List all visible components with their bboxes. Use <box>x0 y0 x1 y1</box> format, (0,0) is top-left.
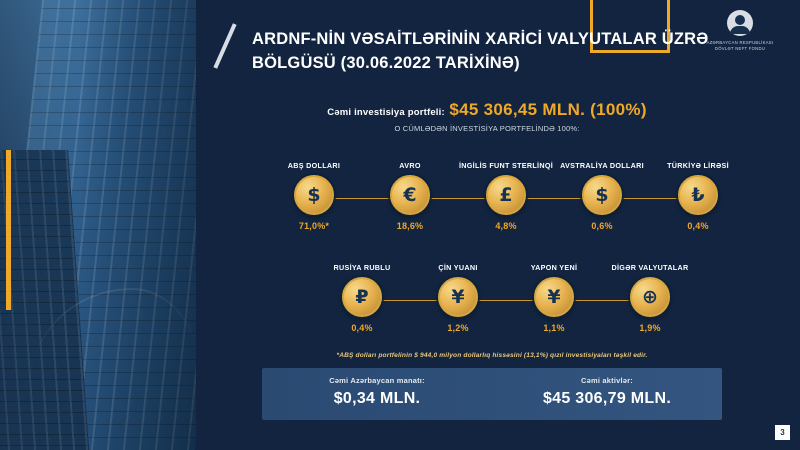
currency-percent: 71,0%* <box>298 221 330 231</box>
currency-percent: 0,4% <box>351 323 373 333</box>
logo-mark-icon <box>727 10 753 36</box>
currency-percent: 1,9% <box>639 323 661 333</box>
coin-icon-aud: $ <box>582 175 622 215</box>
summary-panel <box>262 368 722 420</box>
currency-name: AVRO <box>399 161 421 170</box>
slash-decoration <box>213 23 236 68</box>
coin-icon-gbp: £ <box>486 175 526 215</box>
accent-bar <box>6 150 11 310</box>
summary-cell-manat <box>262 368 492 420</box>
coin-icon-rub: ₽ <box>342 277 382 317</box>
currency-name: DİGƏR VALYUTALAR <box>611 263 689 272</box>
currency-name: İNGİLİS FUNT STERLİNQİ <box>458 161 554 170</box>
summary-cell-total-assets <box>492 368 722 420</box>
currency-percent: 18,6% <box>396 221 424 231</box>
currency-name: ABŞ DOLLARI <box>287 161 341 170</box>
footnote: *ABŞ dolları portfelinin $ 944,0 milyon dollarlıq hissəsini (13,1%) qızıl investisiyaları təşkil edir. <box>336 352 648 359</box>
globe-icon-other-currencies: ⊕ <box>630 277 670 317</box>
total-portfolio-row <box>252 100 722 120</box>
summary-manat-value: $0,34 MLN. <box>333 390 421 407</box>
currency-name: TÜRKİYƏ LİRƏSİ <box>667 161 729 170</box>
currency-name: AVSTRALİYA DOLLARI <box>560 161 644 170</box>
currency-name: RUSİYA RUBLU <box>333 263 391 272</box>
summary-assets-value: $45 306,79 MLN. <box>542 390 672 407</box>
total-portfolio-value: $45 306,45 MLN. (100%) <box>449 100 647 119</box>
total-portfolio-subnote: O CÜMLƏDƏN İNVESTİSİYA PORTFELİNDƏ 100%: <box>394 124 580 133</box>
summary-assets-caption: Cəmi aktivlər: <box>581 376 633 385</box>
currency-item-cny <box>410 252 506 333</box>
currency-percent: 1,1% <box>543 323 565 333</box>
currency-name: YAPON YENİ <box>530 263 578 272</box>
currency-percent: 1,2% <box>447 323 469 333</box>
currency-percent: 0,6% <box>591 221 613 231</box>
currency-item-rub <box>314 252 410 333</box>
coin-icon-try: ₺ <box>678 175 718 215</box>
page-title: ARDNF-NİN VƏSAİTLƏRİNİN XARİCİ VALYUTALAR ÜZRƏ BÖLGÜSÜ (30.06.2022 TARİXİNƏ) <box>252 30 709 72</box>
coin-icon-jpy: ¥ <box>534 277 574 317</box>
building-photo <box>0 0 196 450</box>
currency-item-gbp <box>458 150 554 231</box>
coin-icon-eur: € <box>390 175 430 215</box>
page-number: 3 <box>775 425 790 440</box>
currency-item-try <box>650 150 746 231</box>
summary-manat-caption: Cəmi Azərbaycan manatı: <box>329 376 425 385</box>
logo-line-1: AZƏRBAYCAN RESPUBLİKASI <box>706 40 774 45</box>
coin-icon-cny: ¥ <box>438 277 478 317</box>
currency-item-usd <box>266 150 362 231</box>
currency-row-1 <box>266 150 746 260</box>
currency-percent: 4,8% <box>495 221 517 231</box>
photo-overlay <box>0 0 196 450</box>
currency-row-2 <box>314 252 704 362</box>
currency-item-jpy <box>506 252 602 333</box>
currency-item-other <box>602 252 698 333</box>
coin-icon-usd: $ <box>294 175 334 215</box>
total-portfolio-label: Cəmi investisiya portfeli: <box>327 107 445 118</box>
currency-percent: 0,4% <box>687 221 709 231</box>
currency-item-eur <box>362 150 458 231</box>
logo-line-2: DÖVLƏT NEFT FONDU <box>714 46 766 52</box>
currency-name: ÇİN YUANI <box>438 263 478 272</box>
currency-item-aud <box>554 150 650 231</box>
